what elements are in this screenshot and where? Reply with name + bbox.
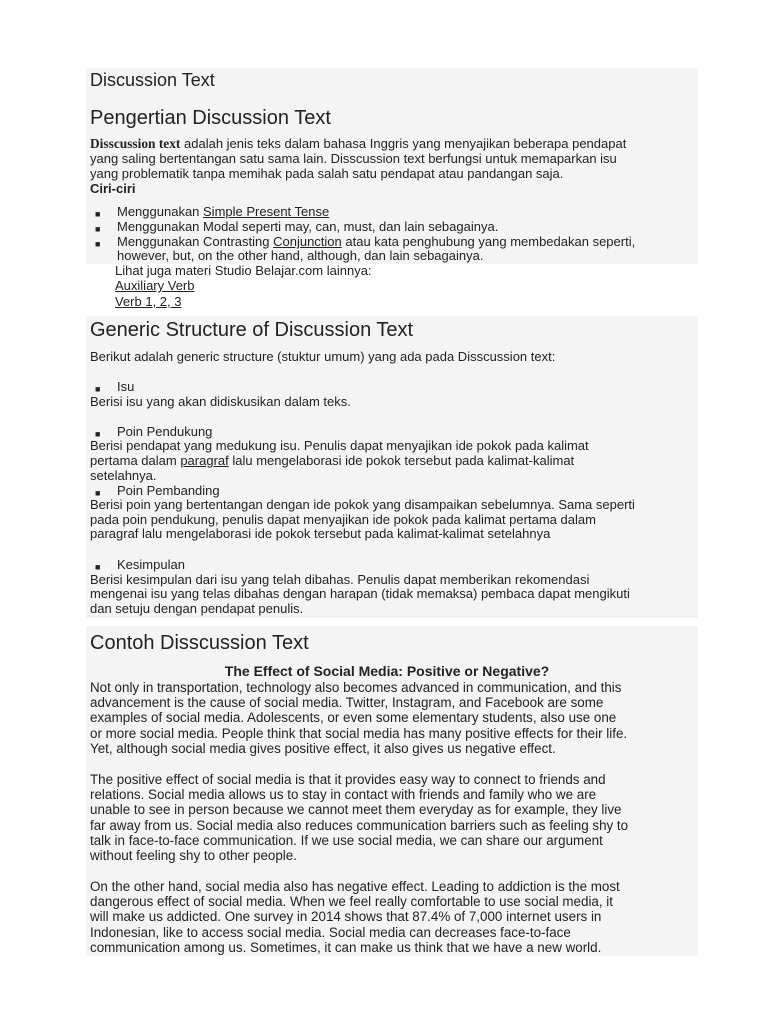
pengertian-line-2: yang saling bertentangan satu sama lain. Disscussion text berfungsi untuk memaparkan isu bbox=[90, 151, 617, 166]
ciri-item-3-text: Menggunakan Contrasting bbox=[117, 234, 274, 249]
pendukung-line-2-pre: pertama dalam bbox=[90, 453, 181, 468]
kesimpulan-line-2: mengenai isu yang telas dibahas dengan harapan (tidak memaksa) pembaca dapat mengikuti bbox=[90, 586, 630, 601]
link-simple-present-tense[interactable]: Simple Present Tense bbox=[203, 204, 330, 219]
article-line: far away from us. Social media also reduces communication barriers such as feeling shy to bbox=[90, 818, 629, 833]
article-line: The positive effect of social media is that it provides easy way to connect to friends and bbox=[90, 772, 606, 787]
ciri-item-3-cont: however, but, on the other hand, although, dan lain sebagainya. bbox=[117, 248, 484, 263]
structure-item-poin-pendukung: Poin Pendukung bbox=[117, 424, 213, 439]
article-line: unable to see in person because we cannot meet them everyday as for example, they live bbox=[90, 802, 622, 817]
article-line: advancement is the cause of social media. Twitter, Instagram, and Facebook are some bbox=[90, 695, 604, 710]
heading-generic-structure: Generic Structure of Discussion Text bbox=[90, 319, 414, 341]
pendukung-line-2 bbox=[90, 454, 574, 469]
kesimpulan-line-1: Berisi kesimpulan dari isu yang telah dibahas. Penulis dapat memberikan rekomendasi bbox=[90, 572, 590, 587]
article-line: or more social media. People think that social media has many positive effects for their life. bbox=[90, 726, 628, 741]
link-auxiliary-verb[interactable]: Auxiliary Verb bbox=[115, 278, 195, 293]
ciri-item-1-text: Menggunakan bbox=[117, 204, 204, 219]
ciri-ciri-label: Ciri-ciri bbox=[90, 181, 136, 196]
article-line: Yet, although social media gives positive effect, it also gives us negative effect. bbox=[90, 741, 556, 756]
structure-item-kesimpulan: Kesimpulan bbox=[117, 557, 185, 572]
article-line: relations. Social media allows us to stay in contact with friends and family who we are bbox=[90, 787, 597, 802]
link-verb-1-2-3[interactable]: Verb 1, 2, 3 bbox=[115, 294, 182, 309]
article-line: communication among us. Sometimes, it can make us think that we have a new world. bbox=[90, 940, 602, 955]
article-line: Indonesian, like to access social media. Social media can decreases face-to-face bbox=[90, 925, 571, 940]
article-line: will make us addicted. One survey in 2014 shows that 87.4% of 7,000 internet users in bbox=[90, 909, 602, 924]
article-title: The Effect of Social Media: Positive or Negative? bbox=[224, 663, 550, 679]
bullet-icon: ■ bbox=[95, 224, 101, 234]
link-paragraf[interactable]: paragraf bbox=[180, 453, 229, 468]
structure-item-poin-pembanding: Poin Pembanding bbox=[117, 483, 220, 498]
ciri-item-2: Menggunakan Modal seperti may, can, must, dan lain sebagainya. bbox=[117, 219, 499, 234]
structure-item-isu: Isu bbox=[117, 379, 135, 394]
bullet-icon: ■ bbox=[95, 209, 101, 219]
article-line: without feeling shy to other people. bbox=[90, 848, 297, 863]
structure-intro: Berikut adalah generic structure (stuktur umum) yang ada pada Disscussion text: bbox=[90, 349, 556, 364]
ciri-item-1 bbox=[117, 205, 329, 220]
pendukung-line-1: Berisi pendapat yang medukung isu. Penulis dapat menyajikan ide pokok pada kalimat bbox=[90, 438, 589, 453]
pendukung-line-2-post: lalu mengelaborasi ide pokok tersebut pada kalimat-kalimat bbox=[228, 453, 575, 468]
bullet-icon: ■ bbox=[95, 239, 101, 249]
main-title: Discussion Text bbox=[90, 70, 215, 90]
bullet-icon: ■ bbox=[95, 488, 101, 498]
kesimpulan-line-3: dan setuju dengan pendapat penulis. bbox=[90, 601, 304, 616]
pendukung-line-3: setelahnya. bbox=[90, 468, 157, 483]
bullet-icon: ■ bbox=[95, 384, 101, 394]
pengertian-line-3: yang problematik tanpa memihak pada salah satu pendapat atau pandangan saja. bbox=[90, 166, 564, 181]
pengertian-lead-bold: Disscussion text bbox=[90, 136, 181, 151]
heading-contoh: Contoh Disscussion Text bbox=[90, 632, 309, 654]
article-line: examples of social media. Adolescents, or even some elementary students, also use one bbox=[90, 710, 617, 725]
article-line: dangerous effect of social media. When we feel really comfortable to use social media, it bbox=[90, 894, 613, 909]
pembanding-line-3: paragraf lalu mengelaborasi ide pokok tersebut pada kalimat-kalimat setelahnya bbox=[90, 526, 551, 541]
pengertian-line-1 bbox=[90, 137, 626, 152]
bullet-icon: ■ bbox=[95, 429, 101, 439]
pembanding-line-1: Berisi poin yang bertentangan dengan ide pokok yang disampaikan sebelumnya. Sama seperti bbox=[90, 497, 635, 512]
ciri-item-3-text-post: atau kata penghubung yang membedakan seperti, bbox=[341, 234, 636, 249]
pembanding-line-2: pada poin pendukung, penulis dapat menyajikan ide pokok pada kalimat pertama dalam bbox=[90, 512, 596, 527]
heading-pengertian: Pengertian Discussion Text bbox=[90, 107, 331, 129]
article-line: On the other hand, social media also has negative effect. Leading to addiction is the most bbox=[90, 879, 620, 894]
bullet-icon: ■ bbox=[95, 562, 101, 572]
article-line: Not only in transportation, technology also becomes advanced in communication, and this bbox=[90, 680, 622, 695]
article-line: talk in face-to-face communication. If we use social media, we can share our argument bbox=[90, 833, 603, 848]
link-conjunction[interactable]: Conjunction bbox=[273, 234, 342, 249]
see-also-label: Lihat juga materi Studio Belajar.com lainnya: bbox=[115, 263, 372, 278]
pengertian-text: adalah jenis teks dalam bahasa Inggris yang menyajikan beberapa pendapat bbox=[180, 136, 627, 151]
structure-isu-text: Berisi isu yang akan didiskusikan dalam teks. bbox=[90, 394, 351, 409]
